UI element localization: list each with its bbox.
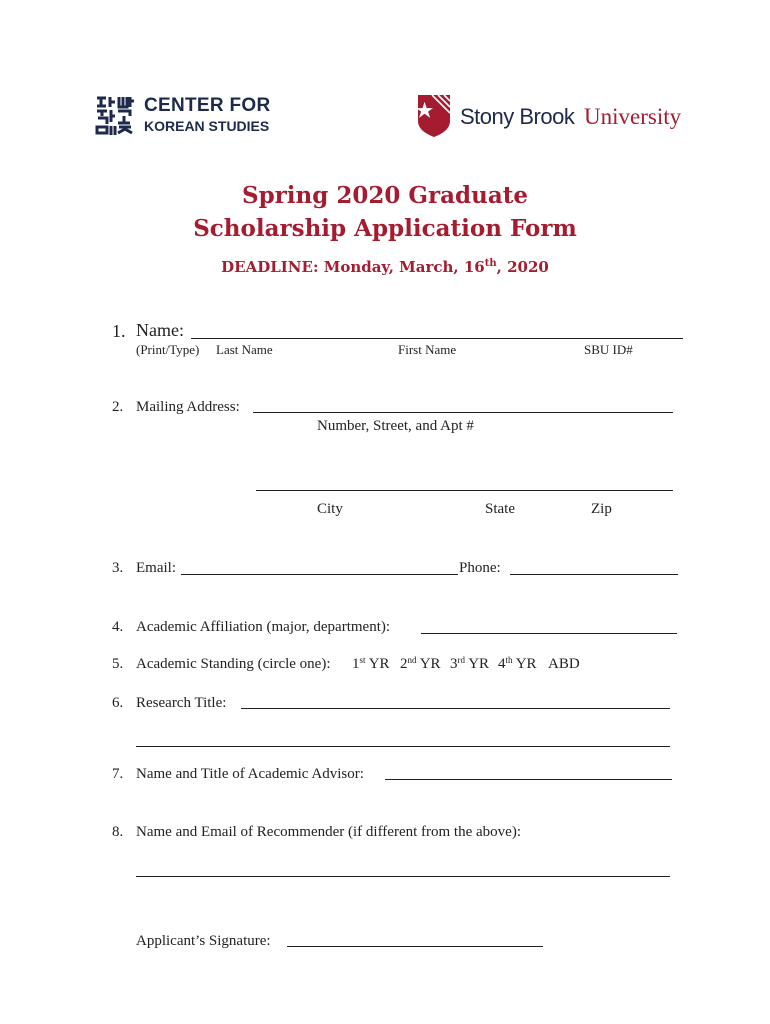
name-sub-id: SBU ID# (584, 342, 633, 357)
standing-4-num: 4 (498, 656, 506, 672)
zip-sub-label: Zip (591, 501, 612, 517)
deadline-text (0, 258, 770, 276)
standing-3-num: 3 (450, 656, 458, 672)
standing-2-sup: nd (407, 655, 417, 665)
name-label: Name: (136, 320, 184, 340)
field-4-number: 4. (112, 619, 124, 635)
field-6-number: 6. (112, 695, 124, 711)
standing-2-yr: YR (419, 656, 441, 672)
field-3-number: 3. (112, 560, 124, 576)
recommender-label: Name and Email of Recommender (if different from the above): (136, 824, 521, 840)
email-input-line[interactable] (181, 574, 458, 575)
sbu-logo-stony-brook: Stony Brook (460, 104, 575, 129)
standing-1-num: 1 (352, 656, 360, 672)
korean-studies-logo-line1: CENTER FOR (144, 95, 271, 116)
mailing-address-label: Mailing Address: (136, 399, 240, 415)
korean-studies-hangul-seal-icon (94, 94, 136, 136)
standing-3-yr: YR (468, 656, 490, 672)
deadline-prefix: DEADLINE: Monday, March, 16 (221, 258, 485, 276)
field-2-number: 2. (112, 399, 124, 415)
field-8-number: 8. (112, 824, 124, 840)
standing-option-abd[interactable]: ABD (548, 656, 580, 672)
name-sub-print: (Print/Type) (136, 342, 200, 357)
name-input-line[interactable] (191, 338, 683, 339)
sbu-logo-university: University (584, 104, 682, 129)
email-label: Email: (136, 560, 176, 576)
standing-2-num: 2 (400, 656, 408, 672)
city-state-zip-input-line[interactable] (256, 490, 673, 491)
field-7-number: 7. (112, 766, 124, 782)
standing-4-sup: th (505, 655, 513, 665)
name-sub-last: Last Name (216, 342, 273, 357)
phone-label: Phone: (459, 560, 501, 576)
standing-3-sup: rd (457, 655, 465, 665)
research-title-label: Research Title: (136, 695, 227, 711)
standing-4-yr: YR (515, 656, 537, 672)
sbu-red-star-shield-icon (416, 93, 452, 139)
standing-option-1st[interactable] (352, 657, 390, 672)
deadline-suffix: , 2020 (496, 258, 549, 276)
signature-input-line[interactable] (287, 946, 543, 947)
phone-input-line[interactable] (510, 574, 678, 575)
city-sub-label: City (317, 501, 343, 517)
standing-1-yr: YR (368, 656, 390, 672)
signature-label: Applicant’s Signature: (136, 933, 271, 949)
standing-1-sup: st (359, 655, 366, 665)
form-title-line2: Scholarship Application Form (193, 215, 577, 242)
state-sub-label: State (485, 501, 515, 517)
standing-option-2nd[interactable] (400, 657, 441, 672)
street-input-line[interactable] (253, 412, 673, 413)
advisor-label: Name and Title of Academic Advisor: (136, 766, 364, 782)
standing-option-4th[interactable] (498, 657, 537, 672)
advisor-input-line[interactable] (385, 779, 672, 780)
form-title-line1: Spring 2020 Graduate (241, 182, 528, 209)
affiliation-label: Academic Affiliation (major, department): (136, 619, 391, 635)
standing-option-3rd[interactable] (450, 657, 489, 672)
name-sub-first: First Name (398, 342, 457, 357)
deadline-sup: th (484, 258, 497, 269)
research-title-input-line-2[interactable] (136, 746, 670, 747)
affiliation-input-line[interactable] (421, 633, 677, 634)
street-sub-label: Number, Street, and Apt # (317, 418, 474, 434)
field-1-number: 1. (112, 321, 126, 341)
recommender-input-line[interactable] (136, 876, 670, 877)
korean-studies-logo-line2: KOREAN STUDIES (144, 118, 270, 134)
field-5-number: 5. (112, 656, 124, 672)
standing-label: Academic Standing (circle one): (136, 656, 331, 672)
research-title-input-line-1[interactable] (241, 708, 670, 709)
